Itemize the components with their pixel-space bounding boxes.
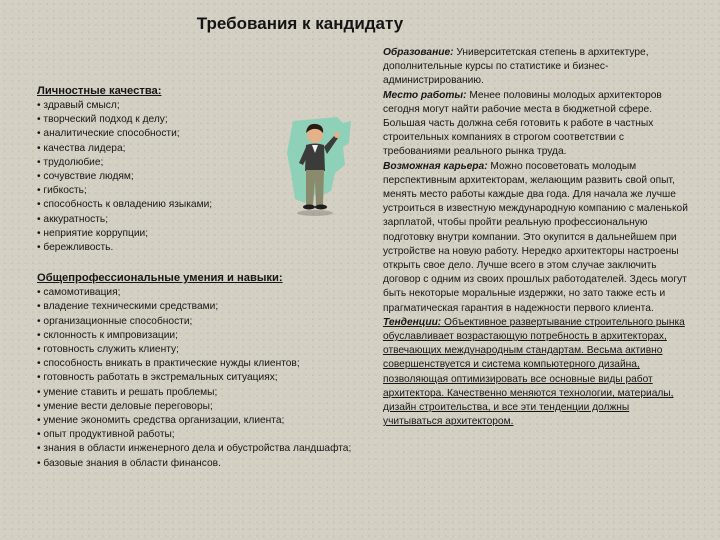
list-item: • самомотивация; xyxy=(37,287,121,299)
list-item: • готовность служить клиенту; xyxy=(37,344,179,356)
list-item: • базовые знания в области финансов. xyxy=(37,457,221,469)
list-item: • умение вести деловые переговоры; xyxy=(37,400,213,412)
list-item: • владение техническими средствами; xyxy=(37,301,219,313)
list-item: • аналитические способности; xyxy=(37,128,180,140)
architect-figure-icon xyxy=(285,113,355,223)
list-item: • умение ставить и решать проблемы; xyxy=(37,386,218,398)
career-text: Можно посоветовать молодым перспективным архитекторам, желающим развить свой опыт, менять место работы каждые два года. Для начала же лучше устроиться в известную международную компанию с маленькой зарплатой, чтобы пройти реальную профессиональную подготовку внутри компании. Это окупится в дальнейшем при устройстве на новую работу. Нередко архитекторы настроены открыть свое дело. Лучше всего в этом случае заключить договор с одним из своих прошлых работодателей. Здесь могут быть некоторые моральные издержки, но зато также есть и прагматическая гарантия в надежности первого клиента. xyxy=(383,160,688,314)
list-item: • организационные способности; xyxy=(37,315,193,327)
list-item: • умение экономить средства организации, клиента; xyxy=(37,415,285,427)
trends-label: Тенденции: xyxy=(383,316,442,328)
workplace-paragraph xyxy=(383,89,689,160)
list-item: • опыт продуктивной работы; xyxy=(37,429,175,441)
trends-text: Объективное развертывание строительного рынка обуславливает возрастающую потребность в архитекторах, отвечающих международным стандартам. Весьма активно совершенствуется и система компьютерного дизайна, позволяющая оптимизировать все основные виды работ архитектора. Качественно меняются технологии, материалы, дизайн строительства, и все эти тенденции должны учитываться архитектором. xyxy=(383,316,685,428)
list-item: • склонность к импровизации; xyxy=(37,329,178,341)
personal-qualities-heading: Личностные качества: xyxy=(37,85,162,97)
professional-skills-list xyxy=(37,286,357,471)
education-label: Образование: xyxy=(383,47,454,58)
list-item: • творческий подход к делу; xyxy=(37,114,168,126)
career-paragraph xyxy=(383,160,689,316)
list-item: • способность вникать в практические нужды клиентов; xyxy=(37,358,300,370)
list-item: • способность к овладению языками; xyxy=(37,199,213,211)
list-item: • качества лидера; xyxy=(37,142,126,154)
page-title: Требования к кандидату xyxy=(196,14,404,33)
list-item: • неприятие коррупции; xyxy=(37,227,149,239)
list-item: • бережливость. xyxy=(37,242,114,254)
list-item: • здравый смысл; xyxy=(37,100,120,111)
career-label: Возможная карьера: xyxy=(383,160,488,172)
education-text: Университетская степень в архитектуре, дополнительные курсы по статистике и бизнес-администрированию. xyxy=(383,47,649,87)
education-paragraph xyxy=(383,46,689,89)
trends-paragraph xyxy=(383,316,689,430)
professional-skills-heading: Общепрофессиональные умения и навыки: xyxy=(37,272,283,285)
workplace-label: Место работы: xyxy=(383,89,467,101)
list-item: • гибкость; xyxy=(37,185,87,197)
list-item: • трудолюбие; xyxy=(37,156,104,168)
list-item: • готовность работать в экстремальных ситуациях; xyxy=(37,372,278,384)
list-item: • сочувствие людям; xyxy=(37,171,134,183)
right-column xyxy=(383,46,689,429)
list-item: • аккуратность; xyxy=(37,213,109,225)
workplace-text: Менее половины молодых архитекторов сегодня могут найти рабочие места в бюджетной сфере. Большая часть должна себя готовить к работе в частных строительных компаниях в строгом соответствии с требованиями реального рынка труда. xyxy=(383,89,662,158)
list-item: • знания в области инженерного дела и обустройства ландшафта; xyxy=(37,443,352,455)
